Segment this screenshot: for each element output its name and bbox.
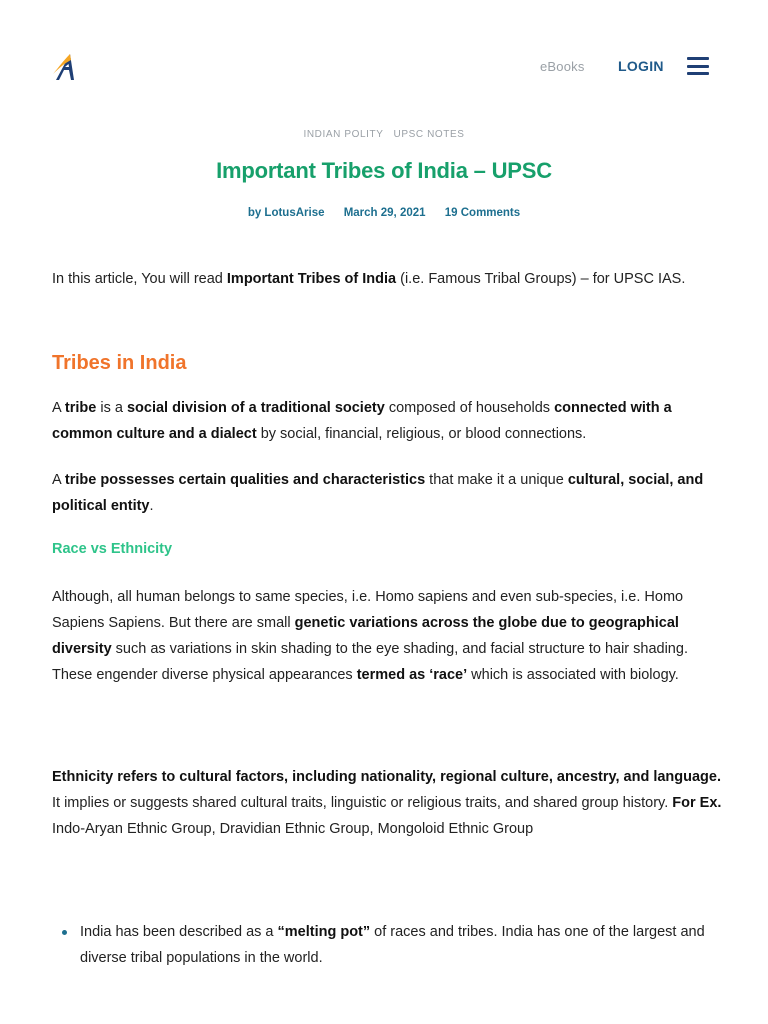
- post-title: Important Tribes of India – UPSC: [216, 158, 552, 183]
- text: that make it a unique: [425, 472, 568, 488]
- comments-link[interactable]: 19 Comments: [444, 207, 521, 219]
- text: of races and tribes. India has one of the largest and diverse tribal populations in the world.: [80, 924, 705, 966]
- paragraph-ethnicity: [52, 764, 724, 842]
- text: A: [52, 400, 65, 416]
- category-link-indian-polity[interactable]: INDIAN POLITY: [303, 129, 384, 140]
- intro-bold: Important Tribes of India: [226, 271, 397, 287]
- site-header: [0, 0, 768, 110]
- text: Indo-Aryan Ethnic Group, Dravidian Ethnic Group, Mongoloid Ethnic Group: [52, 821, 534, 837]
- intro-text-end: (i.e. Famous Tribal Groups) – for UPSC IAS.: [396, 271, 686, 287]
- bold-text: termed as ‘race’: [356, 667, 468, 683]
- intro-paragraph: [52, 266, 724, 292]
- nav-ebooks-link[interactable]: eBooks: [540, 59, 585, 74]
- text: Although, all human belongs to same species, i.e. Homo sapiens and even sub-species, i.e. Homo Sapiens Sapiens. But there are small: [52, 589, 684, 631]
- text: is a: [96, 400, 127, 416]
- text: .: [149, 498, 154, 514]
- text: such as variations in skin shading to the eye shading, and facial structure to hair shading. These engender diverse physical appearances: [52, 641, 688, 683]
- intro-text: In this article, You will read: [52, 271, 227, 287]
- lotusarise-logo-icon[interactable]: [50, 52, 78, 82]
- paragraph-tribe-qualities: [52, 467, 724, 519]
- nav-login-link[interactable]: LOGIN: [618, 58, 664, 74]
- text: composed of households: [384, 400, 555, 416]
- hamburger-bar: [687, 57, 709, 60]
- text: by social, financial, religious, or blood connections.: [256, 426, 587, 442]
- author-link[interactable]: by LotusArise: [247, 207, 325, 219]
- list-item-text: [80, 919, 720, 971]
- bold-text: “melting pot”: [277, 924, 371, 940]
- hamburger-bar: [687, 65, 709, 68]
- bold-text: For Ex.: [672, 795, 722, 811]
- bold-text: cultural, social, and political entity: [52, 472, 704, 514]
- text: A: [52, 472, 65, 488]
- heading-race-vs-ethnicity: Race vs Ethnicity: [52, 541, 173, 557]
- bold-text: Ethnicity refers to cultural factors, including nationality, regional culture, ancestry, and language.: [52, 769, 722, 785]
- bold-text: tribe: [64, 400, 97, 416]
- text: which is associated with biology.: [467, 667, 679, 683]
- bold-text: genetic variations across the globe due to geographical diversity: [52, 615, 679, 657]
- paragraph-race: [52, 584, 724, 688]
- heading-tribes-in-india: Tribes in India: [52, 352, 187, 374]
- hamburger-bar: [687, 72, 709, 75]
- category-link-upsc-notes[interactable]: UPSC NOTES: [393, 129, 465, 140]
- text: It implies or suggests shared cultural traits, linguistic or religious traits, and shared group history.: [52, 795, 673, 811]
- hamburger-menu-icon[interactable]: [687, 57, 709, 75]
- bold-text: connected with a common culture and a dialect: [52, 400, 672, 442]
- paragraph-tribe-definition: [52, 395, 724, 447]
- text: India has been described as a: [80, 924, 278, 940]
- post-date-link[interactable]: March 29, 2021: [343, 207, 426, 219]
- bold-text: tribe possesses certain qualities and characteristics: [64, 472, 426, 488]
- post-byline: [0, 207, 768, 219]
- post-categories: [0, 129, 768, 140]
- bullet-dot-icon: [62, 930, 67, 935]
- bold-text: social division of a traditional society: [126, 400, 385, 416]
